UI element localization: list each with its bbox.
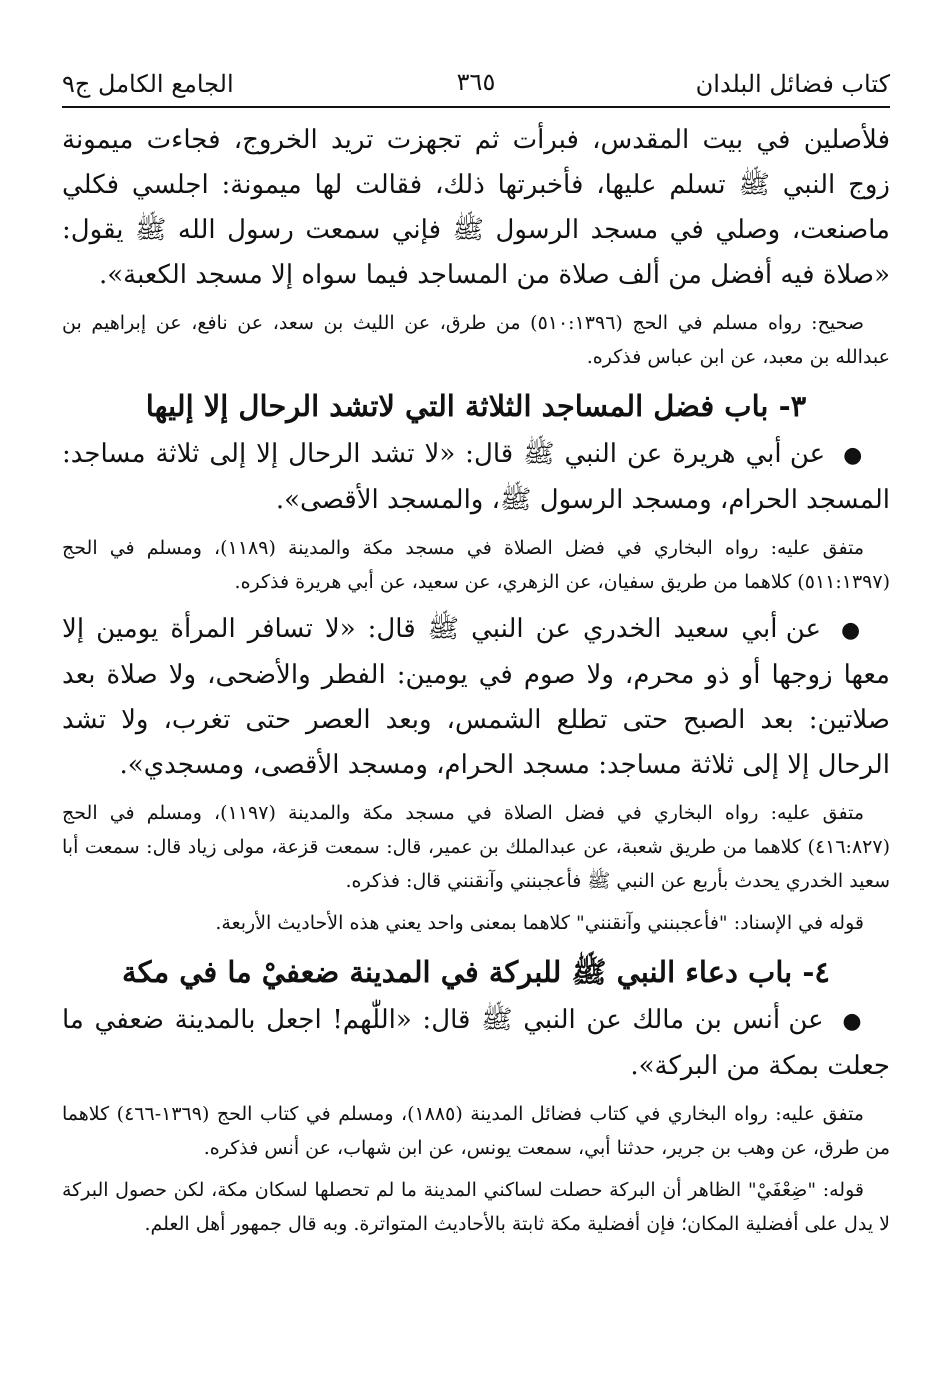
hadith-continuation: فلأصلين في بيت المقدس، فبرأت ثم تجهزت تريد الخروج، فجاءت ميمونة زوج النبي ﷺ تسلم عليها، فأخبرتها ذلك، فقالت لها ميمونة: اجلسي فكلي ماصنعت، وصلي في مسجد الرسول ﷺ فإني سمعت رسول الله ﷺ يقول: «صلاة فيه أفضل من ألف صلاة من المساجد فيما سواه إلا مسجد الكعبة». bbox=[62, 125, 890, 290]
book-title: كتاب فضائل البلدان bbox=[695, 70, 890, 98]
hadith-text: عن أبي هريرة عن النبي ﷺ قال: «لا تشد الرحال إلا إلى ثلاثة مساجد: المسجد الحرام، ومسجد الرسول ﷺ، والمسجد الأقصى». bbox=[62, 439, 890, 515]
page-number: ٣٦٥ bbox=[456, 68, 496, 96]
explanation-note: قوله في الإسناد: "فأعجبنني وآنقنني" كلاهما بمعنى واحد يعني هذه الأحاديث الأربعة. bbox=[215, 912, 864, 934]
takhrij-note: متفق عليه: رواه البخاري في فضل الصلاة في مسجد مكة والمدينة (١١٩٧)، ومسلم في الحج (٤١٦:٨٢٧) كلاهما من طريق شعبة، عن عبدالملك بن عمير، قال: سمعت قزعة، مولى زياد قال: سمعت أبا سعيد الخدري يحدث بأربع عن النبي ﷺ فأعجبنني وآنقنني قال: فذكره. bbox=[62, 802, 890, 892]
running-title: الجامع الكامل ج٩ bbox=[62, 70, 234, 98]
chapter-heading-4: ٤- باب دعاء النبي ﷺ للبركة في المدينة ضعفيْ ما في مكة bbox=[122, 955, 830, 989]
takhrij-note: متفق عليه: رواه البخاري في فضل الصلاة في مسجد مكة والمدينة (١١٨٩)، ومسلم في الحج (٥١١:١٣٩٧) كلاهما من طريق سفيان، عن الزهري، عن سعيد، عن أبي هريرة فذكره. bbox=[62, 537, 890, 593]
chapter-heading-3: ٣- باب فضل المساجد الثلاثة التي لاتشد الرحال إلا إليها bbox=[145, 389, 807, 423]
bullet-icon: ● bbox=[842, 1009, 865, 1034]
bullet-icon: ● bbox=[841, 618, 865, 643]
hadith-text: عن أبي سعيد الخدري عن النبي ﷺ قال: «لا تسافر المرأة يومين إلا معها زوجها أو ذو محرم، ولا صوم في يومين: الفطر والأضحى، ولا صلاة بعد صلاتين: بعد الصبح حتى تطلع الشمس، وبعد العصر حتى تغرب، ولا تشد الرحال إلا إلى ثلاثة مساجد: مسجد الحرام، ومسجد الأقصى، ومسجدي». bbox=[62, 614, 891, 780]
takhrij-note: متفق عليه: رواه البخاري في كتاب فضائل المدينة (١٨٨٥)، ومسلم في كتاب الحج (١٣٦٩-٤٦٦) كلاهما من طرق، عن وهب بن جرير، حدثنا أبي، سمعت يونس، عن ابن شهاب، عن أنس فذكره. bbox=[62, 1103, 890, 1159]
hadith-abu-hurayra bbox=[62, 432, 890, 523]
page-body bbox=[62, 118, 890, 1249]
explanation-note: قوله: "ضِعْفَيْ" الظاهر أن البركة حصلت لساكني المدينة ما لم تحصلها لسكان مكة، لكن حصول البركة لا يدل على أفضلية المكان؛ فإن أفضلية مكة ثابتة بالأحاديث المتواترة. وبه قال جمهور أهل العلم. bbox=[62, 1179, 890, 1235]
hadith-text: عن أنس بن مالك عن النبي ﷺ قال: «اللّٰهم! اجعل بالمدينة ضعفي ما جعلت بمكة من البركة». bbox=[62, 1005, 890, 1081]
takhrij-note: صحيح: رواه مسلم في الحج (٥١٠:١٣٩٦) من طرق، عن الليث بن سعد، عن نافع، عن إبراهيم بن عبدالله بن معبد، عن ابن عباس فذكره. bbox=[62, 312, 890, 368]
hadith-anas bbox=[62, 998, 890, 1089]
hadith-abu-saeed bbox=[62, 607, 890, 788]
running-header bbox=[62, 62, 890, 108]
bullet-icon: ● bbox=[843, 443, 865, 468]
